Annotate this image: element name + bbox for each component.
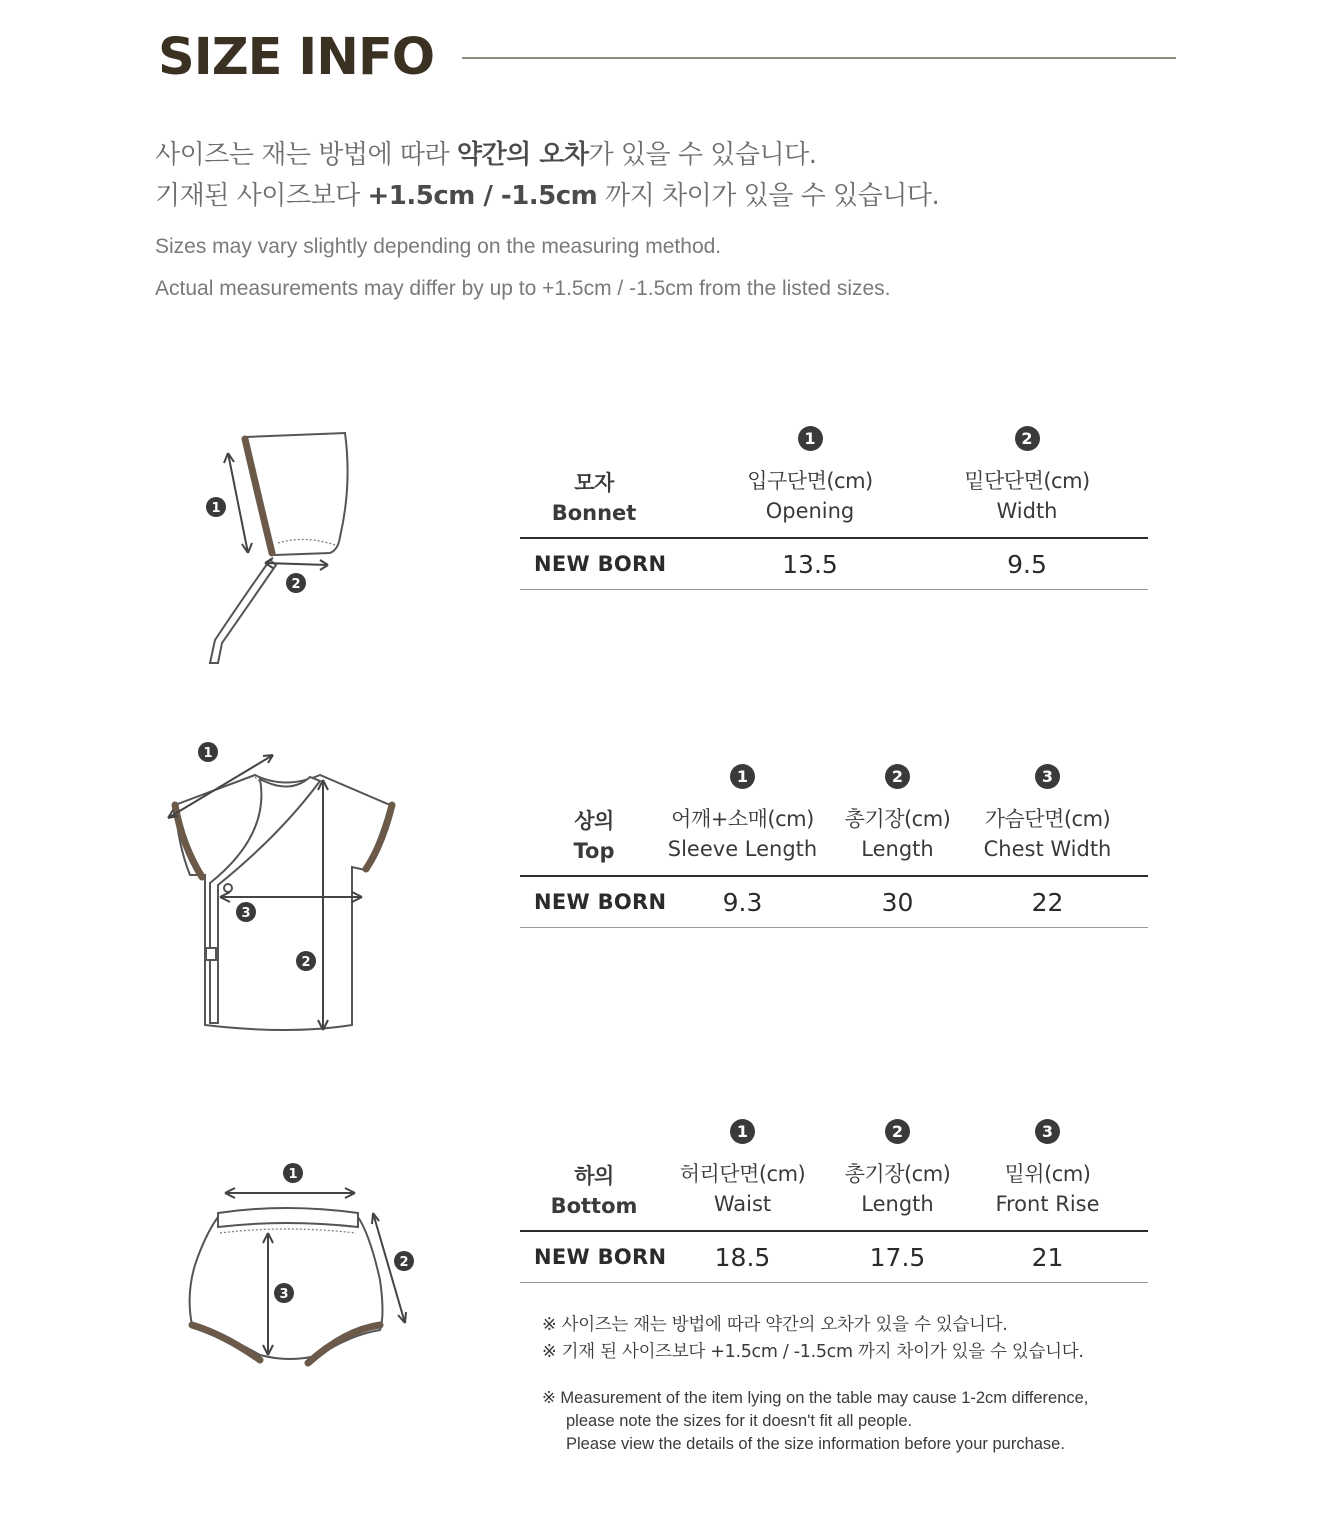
bonnet-col-width-kr: 밑단단면(cm) [964, 469, 1090, 493]
number-badge: 1 [730, 764, 755, 789]
bottom-badge-3: 3 [279, 1287, 289, 1302]
bonnet-category-header [534, 467, 654, 525]
top-value-length: 30 [881, 888, 914, 917]
number-badge: 2 [1015, 426, 1040, 451]
bonnet-illustration [190, 425, 370, 670]
note-en-3: Please view the details of the size information before your purchase. [566, 1435, 1065, 1453]
top-illustration [160, 735, 410, 1040]
top-col-chest-en: Chest Width [983, 837, 1112, 861]
top-col-length-en: Length [861, 837, 934, 861]
bottom-col-rise [975, 1119, 1120, 1216]
number-badge: 1 [798, 426, 823, 451]
bottom-category-header [534, 1160, 654, 1218]
bottom-category-kr: 하의 [574, 1164, 614, 1188]
intro-kr-2b: +1.5cm / -1.5cm [367, 181, 598, 211]
note-kr-2: ※ 기재 된 사이즈보다 +1.5cm / -1.5cm 까지 차이가 있을 수 있습니다. [542, 1342, 1084, 1362]
top-category-kr: 상의 [574, 809, 614, 833]
page-title: SIZE INFO [158, 28, 435, 87]
bottom-illustration [180, 1155, 420, 1375]
bottom-value-length: 17.5 [869, 1243, 926, 1272]
table-divider [520, 1230, 1148, 1232]
note-en-block [542, 1387, 1088, 1456]
bottom-col-waist-kr: 허리단면(cm) [679, 1162, 806, 1186]
bottom-category-en: Bottom [550, 1194, 638, 1218]
intro-kr-line-2 [155, 175, 939, 212]
bonnet-col-width-en: Width [996, 499, 1058, 523]
row-label: NEW BORN [534, 1245, 667, 1269]
table-bottom-line [520, 589, 1148, 590]
top-col-chest [975, 764, 1120, 861]
top-category-en: Top [573, 839, 615, 863]
bottom-size-table [520, 1117, 1148, 1287]
bottom-col-waist-en: Waist [713, 1192, 772, 1216]
top-category-header [534, 805, 654, 863]
note-kr-1: ※ 사이즈는 재는 방법에 따라 약간의 오차가 있을 수 있습니다. [542, 1315, 1008, 1335]
bonnet-col-opening [720, 426, 900, 523]
intro-kr-2a: 기재된 사이즈보다 [155, 181, 368, 211]
bonnet-value-opening: 13.5 [782, 550, 838, 579]
number-badge: 3 [1035, 1119, 1060, 1144]
bottom-col-length-kr: 총기장(cm) [844, 1162, 951, 1186]
table-divider [520, 537, 1148, 539]
bonnet-col-opening-en: Opening [765, 499, 855, 523]
top-value-chest: 22 [1031, 888, 1064, 917]
number-badge: 3 [1035, 764, 1060, 789]
bonnet-category-en: Bonnet [551, 501, 637, 525]
table-bottom-line [520, 927, 1148, 928]
bottom-col-rise-kr: 밑위(cm) [1004, 1162, 1091, 1186]
bottom-badge-1: 1 [288, 1167, 298, 1182]
intro-kr-line-1 [155, 134, 816, 171]
row-label: NEW BORN [534, 890, 667, 914]
top-col-chest-kr: 가슴단면(cm) [984, 807, 1111, 831]
number-badge: 2 [885, 1119, 910, 1144]
bottom-col-length-en: Length [861, 1192, 934, 1216]
row-label: NEW BORN [534, 552, 667, 576]
top-badge-3: 3 [241, 906, 251, 921]
top-badge-1: 1 [203, 746, 213, 761]
bonnet-category-kr: 모자 [574, 471, 614, 495]
intro-kr-1a: 사이즈는 재는 방법에 따라 [155, 140, 457, 170]
intro-kr-2c: 까지 차이가 있을 수 있습니다. [597, 181, 940, 211]
bottom-col-length [830, 1119, 965, 1216]
title-divider [462, 57, 1176, 59]
intro-kr-1c: 가 있을 수 있습니다. [588, 140, 817, 170]
top-col-length-kr: 총기장(cm) [844, 807, 951, 831]
top-col-length [830, 764, 965, 861]
intro-kr-1b: 약간의 오차 [456, 140, 589, 170]
top-col-sleeve-kr: 어깨+소매(cm) [671, 807, 814, 831]
top-col-sleeve [665, 764, 820, 861]
bonnet-value-width: 9.5 [1007, 550, 1047, 579]
bonnet-badge-1: 1 [211, 501, 221, 516]
bonnet-col-opening-kr: 입구단면(cm) [747, 469, 873, 493]
bonnet-size-table [520, 424, 1148, 594]
bottom-col-waist [665, 1119, 820, 1216]
bottom-badge-2: 2 [399, 1255, 409, 1270]
intro-en-line-1: Sizes may vary slightly depending on the measuring method. [155, 235, 722, 258]
table-divider [520, 875, 1148, 877]
top-value-sleeve: 9.3 [722, 888, 763, 917]
note-en-2: please note the sizes for it doesn't fit all people. [566, 1412, 913, 1430]
bottom-value-waist: 18.5 [714, 1243, 771, 1272]
bonnet-badge-2: 2 [291, 577, 301, 592]
note-en-1: ※ Measurement of the item lying on the table may cause 1-2cm difference, [542, 1389, 1089, 1407]
bottom-col-rise-en: Front Rise [995, 1192, 1100, 1216]
table-bottom-line [520, 1282, 1148, 1283]
top-size-table [520, 762, 1148, 932]
intro-en-line-2: Actual measurements may differ by up to +1.5cm / -1.5cm from the listed sizes. [155, 277, 891, 300]
bottom-value-rise: 21 [1031, 1243, 1064, 1272]
number-badge: 1 [730, 1119, 755, 1144]
number-badge: 2 [885, 764, 910, 789]
top-col-sleeve-en: Sleeve Length [667, 837, 818, 861]
bonnet-col-width [937, 426, 1117, 523]
top-badge-2: 2 [301, 955, 311, 970]
